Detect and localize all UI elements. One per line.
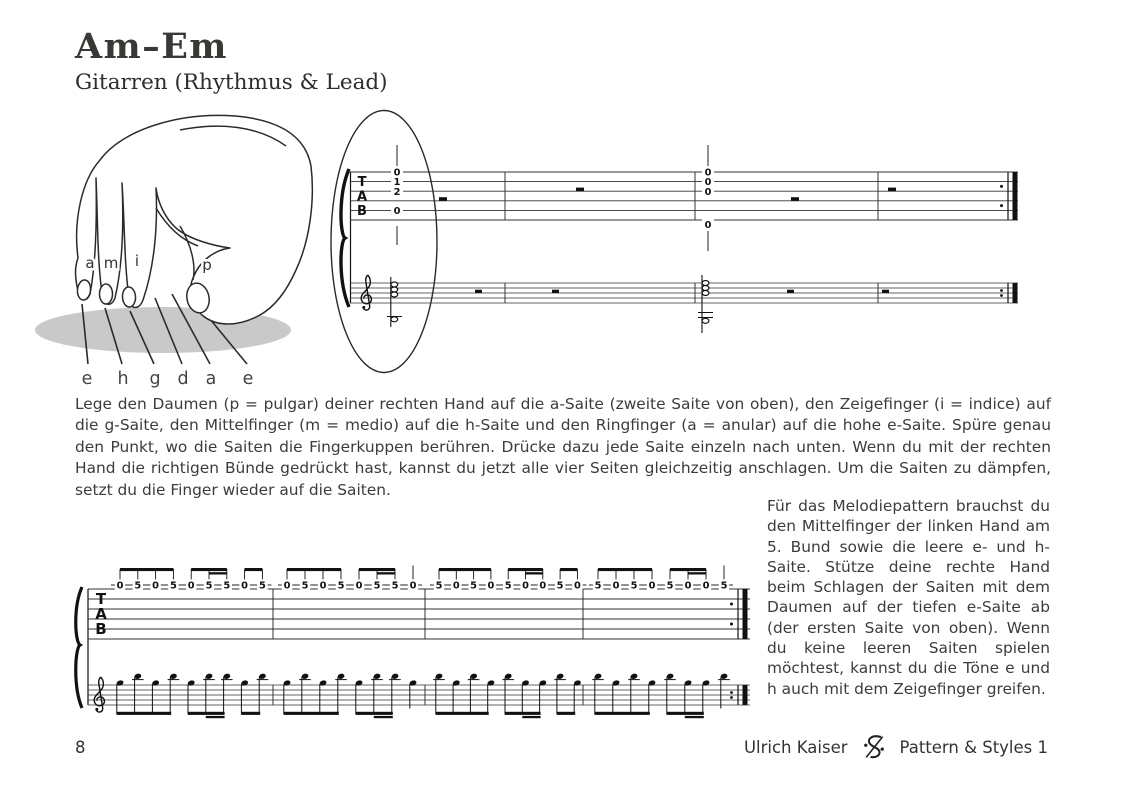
- fret-number: 1: [393, 177, 401, 189]
- half-rests: [439, 188, 896, 293]
- fret-number: 0: [393, 167, 401, 179]
- fret-number: 5: [630, 580, 638, 592]
- notation-staff-lines: [88, 685, 750, 705]
- fret-number: 5: [594, 580, 602, 592]
- page-footer: [75, 733, 1048, 761]
- fret-number: 0: [116, 580, 124, 592]
- fret-number: 0: [452, 580, 460, 592]
- fret-number: 5: [169, 580, 177, 592]
- fret-number: 0: [702, 580, 710, 592]
- fret-number: 5: [134, 580, 142, 592]
- string-labels: [82, 369, 254, 389]
- fret-number: 0: [409, 580, 417, 592]
- finger-label-p: p: [202, 256, 212, 274]
- em-chord-notes: [698, 275, 713, 333]
- fret-number: 0: [704, 177, 712, 189]
- tab-letter-t: T: [95, 590, 107, 608]
- fret-number: 0: [152, 580, 160, 592]
- fret-number: 5: [720, 580, 728, 592]
- fret-number: 5: [666, 580, 674, 592]
- publisher-logo-icon: [861, 733, 887, 761]
- string-label-a: a: [205, 369, 217, 389]
- tab-letter-b: B: [95, 620, 107, 638]
- tab-staff-lines: [88, 589, 750, 639]
- page-title: Am–Em: [75, 26, 228, 67]
- fret-number: 5: [435, 580, 443, 592]
- tab-letter-a: A: [356, 189, 368, 205]
- string-label-d: d: [177, 369, 189, 389]
- page-subtitle: Gitarren (Rhythmus & Lead): [75, 70, 388, 95]
- fret-number: 0: [393, 206, 401, 217]
- em-chord-tab: [702, 145, 714, 251]
- fret-number: 5: [373, 580, 381, 592]
- fret-number: 0: [355, 580, 363, 592]
- footer-series: Pattern & Styles 1: [899, 737, 1048, 757]
- string-label-g: g: [149, 369, 161, 389]
- fret-number: 0: [684, 580, 692, 592]
- finger-label-m: m: [103, 254, 119, 272]
- fret-number: 5: [258, 580, 266, 592]
- fret-number: 0: [319, 580, 327, 592]
- system-brace: [341, 169, 349, 307]
- chord-notation-system: [325, 105, 1030, 385]
- fret-number: 5: [223, 580, 231, 592]
- notation-staff-lines: [350, 283, 1018, 303]
- melody-instruction-paragraph: Für das Melodiepattern brauchst du den Mittelfinger der linken Hand am 5. Bund sowie die leere e- und h-Saite. Stütze deine rechte Hand beim Schlagen der Saiten mit dem Daumen auf der tiefen e-Saite ab (der ersten Saite von oben). Wenn du keine leeren Saiten spielen möchtest, kannst du die Töne e und h auch mit dem Zeigefinger greifen.: [767, 497, 1050, 698]
- highlight-oval: [331, 111, 437, 373]
- finger-label-i: i: [134, 252, 140, 270]
- fret-number: 5: [391, 580, 399, 592]
- fret-number: 0: [704, 220, 712, 232]
- fret-number: 0: [704, 186, 712, 198]
- page-number: 8: [75, 737, 86, 757]
- fret-number: 2: [393, 186, 401, 198]
- finger-label-a: a: [85, 254, 95, 272]
- fret-number: 0: [539, 580, 547, 592]
- fret-number: 5: [205, 580, 213, 592]
- tab-letter-t: T: [357, 175, 367, 190]
- footer-author: Ulrich Kaiser: [743, 737, 848, 757]
- fret-number: 0: [283, 580, 291, 592]
- system-brace: [76, 587, 82, 708]
- hand-outline: [76, 115, 313, 324]
- fret-number: 0: [612, 580, 620, 592]
- hand-illustration: [30, 108, 330, 398]
- instruction-paragraph: Lege den Daumen (p = pulgar) deiner rechten Hand auf die a-Saite (zweite Saite von oben), den Zeigefinger (i = indice) auf die g-Saite, den Mittelfinger (m = medio) auf die h-Saite und den Ringfinger (a = anular) auf die hohe e-Saite. Spüre genau den Punkt, wo die Saiten die Fingerkuppen berühren. Drücke dazu jede Saite einzeln nach unten. Wenn du mit der rechten Hand die richtigen Bünde gedrückt hast, kannst du jetzt alle vier Seiten gleichzeitig anschlagen. Um die Saiten zu dämpfen, setzt du die Finger wieder auf die Saiten.: [75, 395, 1051, 499]
- fret-number: 5: [301, 580, 309, 592]
- fret-number: 5: [470, 580, 478, 592]
- treble-clef: [94, 677, 104, 712]
- end-repeat-barline: [730, 589, 748, 705]
- treble-clef: [361, 275, 371, 310]
- fret-number: 0: [487, 580, 495, 592]
- fret-number: 5: [504, 580, 512, 592]
- tab-staff-lines: [350, 172, 1018, 220]
- string-label-e1: e: [81, 369, 93, 389]
- fret-number: 0: [187, 580, 195, 592]
- tab-letter-a: A: [95, 605, 107, 623]
- am-chord-notes: [387, 277, 402, 327]
- melody-pattern-system: [60, 552, 760, 737]
- string-label-h: h: [117, 369, 129, 389]
- fret-number: 0: [522, 580, 529, 592]
- fret-number: 5: [337, 580, 345, 592]
- fret-number: 5: [556, 580, 564, 592]
- tab-letter-b: B: [357, 204, 367, 219]
- fret-number: 0: [573, 580, 581, 592]
- string-label-e6: e: [242, 369, 254, 389]
- fret-number: 0: [648, 580, 656, 592]
- fret-number: 0: [241, 580, 249, 592]
- am-chord-tab: [391, 145, 403, 245]
- fret-number: 0: [704, 167, 712, 179]
